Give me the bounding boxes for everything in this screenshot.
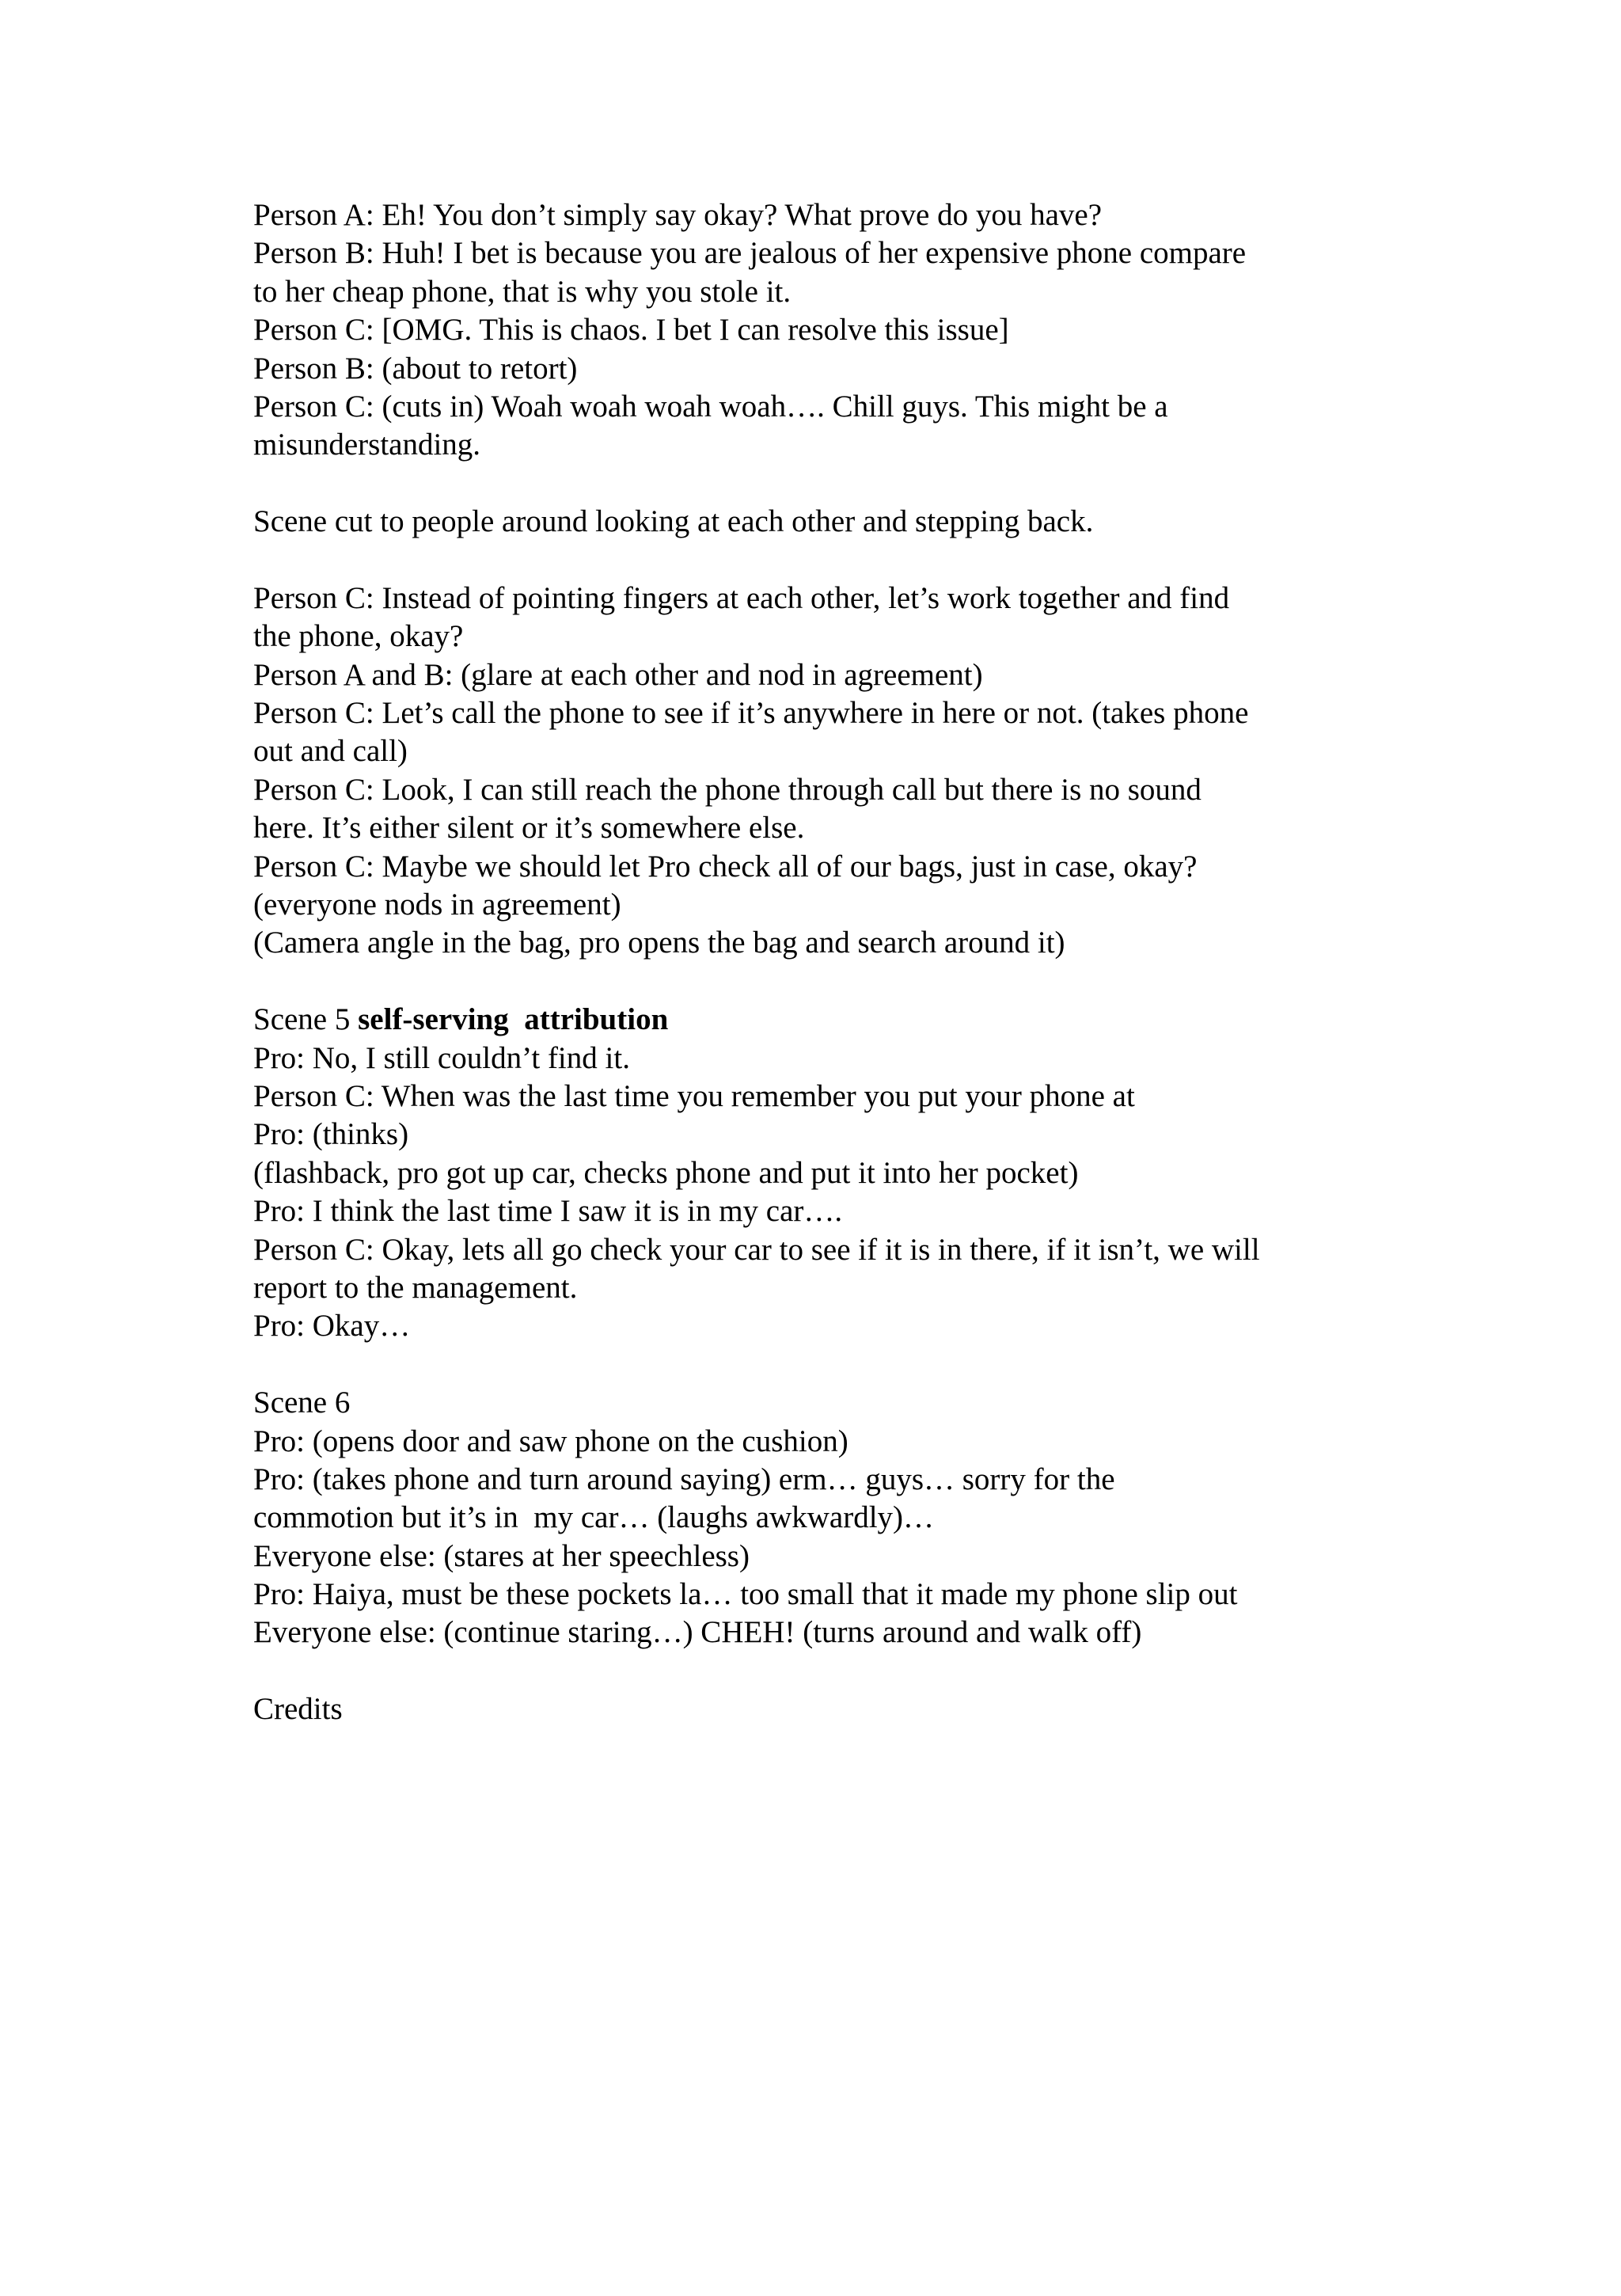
script-line: Person B: Huh! I bet is because you are jealous of her expensive phone compare xyxy=(253,236,1247,271)
blank-line xyxy=(253,1652,1393,1690)
blank-line xyxy=(253,1346,1393,1384)
script-line: Person C: Look, I can still reach the phone through call but there is no sound xyxy=(253,772,1202,807)
script-line: Person C: Okay, lets all go check your car to see if it is in there, if it isn’t, we will xyxy=(253,1232,1260,1267)
script-line: Pro: No, I still couldn’t find it. xyxy=(253,1040,630,1075)
scene-5-label: Scene 5 xyxy=(253,1002,359,1037)
script-line: to her cheap phone, that is why you stole it. xyxy=(253,274,792,309)
script-line: Person C: Instead of pointing fingers at each other, let’s work together and find xyxy=(253,580,1230,615)
script-line: (flashback, pro got up car, checks phone and put it into her pocket) xyxy=(253,1155,1079,1190)
scene-5-heading xyxy=(253,1001,1393,1039)
script-line: Person B: (about to retort) xyxy=(253,351,578,386)
script-text xyxy=(253,196,1393,1729)
script-line: misunderstanding. xyxy=(253,428,481,462)
blank-line xyxy=(253,963,1393,1001)
script-line: Pro: (takes phone and turn around saying) erm… guys… sorry for the xyxy=(253,1462,1115,1496)
script-line: Person C: When was the last time you remember you put your phone at xyxy=(253,1078,1135,1113)
script-line: Scene cut to people around looking at each other and stepping back. xyxy=(253,504,1094,539)
script-line: out and call) xyxy=(253,734,408,769)
script-line: Everyone else: (continue staring…) CHEH! (turns around and walk off) xyxy=(253,1615,1142,1650)
script-line: Pro: (thinks) xyxy=(253,1117,409,1152)
script-line: the phone, okay? xyxy=(253,619,464,654)
credits-line: Credits xyxy=(253,1692,343,1727)
script-line: Pro: Haiya, must be these pockets la… too small that it made my phone slip out xyxy=(253,1577,1238,1612)
script-line: Everyone else: (stares at her speechless) xyxy=(253,1538,750,1573)
script-line: (Camera angle in the bag, pro opens the bag and search around it) xyxy=(253,926,1065,960)
script-line: commotion but it’s in my car… (laughs awkwardly)… xyxy=(253,1500,935,1535)
script-line: Pro: I think the last time I saw it is in my car…. xyxy=(253,1194,843,1229)
scene-5-title: self-serving attribution xyxy=(358,1002,669,1037)
script-line: (everyone nods in agreement) xyxy=(253,888,621,922)
script-line: report to the management. xyxy=(253,1270,578,1305)
blank-line xyxy=(253,465,1393,503)
script-line: Person C: [OMG. This is chaos. I bet I can resolve this issue] xyxy=(253,313,1009,348)
script-line: here. It’s either silent or it’s somewhere else. xyxy=(253,811,805,846)
scene-6-heading: Scene 6 xyxy=(253,1386,351,1420)
script-line: Pro: (opens door and saw phone on the cushion) xyxy=(253,1424,848,1458)
script-line: Person C: Let’s call the phone to see if it’s anywhere in here or not. (takes phone xyxy=(253,696,1249,731)
script-line: Person C: (cuts in) Woah woah woah woah…. Chill guys. This might be a xyxy=(253,389,1168,424)
script-line: Pro: Okay… xyxy=(253,1309,411,1344)
script-line: Person C: Maybe we should let Pro check all of our bags, just in case, okay? xyxy=(253,849,1198,884)
script-line: Person A: Eh! You don’t simply say okay? What prove do you have? xyxy=(253,198,1103,232)
blank-line xyxy=(253,542,1393,580)
script-line: Person A and B: (glare at each other and nod in agreement) xyxy=(253,657,983,692)
